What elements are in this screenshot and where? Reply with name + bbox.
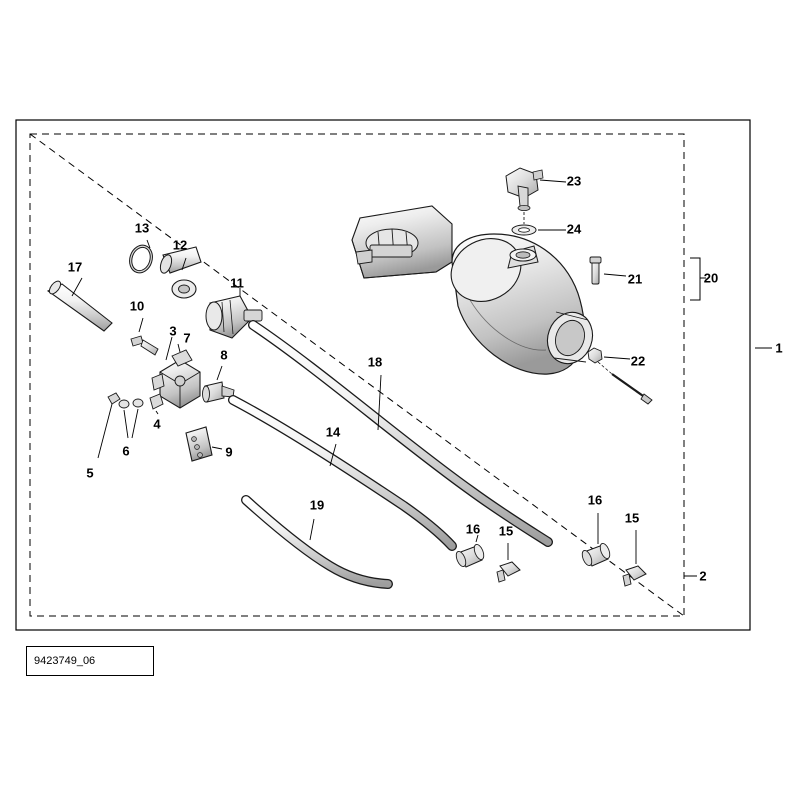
- callout-13: 13: [134, 220, 150, 236]
- callout-2: 2: [699, 568, 707, 584]
- callout-15-b: 15: [624, 510, 640, 526]
- callout-18: 18: [367, 354, 383, 370]
- callout-12: 12: [172, 237, 188, 253]
- callout-22: 22: [630, 353, 646, 369]
- canister-assembly: [352, 206, 600, 374]
- callout-16-a: 16: [465, 521, 481, 537]
- part-15-barb-a: [497, 543, 520, 582]
- part-10-screw: [131, 318, 158, 355]
- callout-8: 8: [220, 347, 228, 363]
- callout-10: 10: [129, 298, 145, 314]
- part-21-bolt: [590, 257, 626, 284]
- outer-frame: [16, 120, 750, 630]
- callout-6: 6: [122, 443, 130, 459]
- part-16-coupling-a: [454, 535, 485, 568]
- callout-7: 7: [183, 330, 191, 346]
- callout-17: 17: [67, 259, 83, 275]
- part-16-coupling-b: [580, 513, 611, 567]
- callout-5: 5: [86, 465, 94, 481]
- callout-14: 14: [325, 424, 341, 440]
- callout-4: 4: [153, 416, 161, 432]
- callout-1: 1: [775, 340, 783, 356]
- callout-19: 19: [309, 497, 325, 513]
- callout-20: 20: [703, 270, 719, 286]
- part-23-fitting: [506, 168, 543, 211]
- callout-15-a: 15: [498, 523, 514, 539]
- inner-dashed-frame: [30, 134, 684, 616]
- part-13-o-ring: [127, 240, 154, 274]
- callout-9: 9: [225, 444, 233, 460]
- callout-11: 11: [230, 275, 244, 291]
- part-24-washer: [512, 212, 566, 235]
- callout-16-b: 16: [587, 492, 603, 508]
- part-19-lower-hose: [246, 497, 388, 584]
- part-12-sleeve: [158, 247, 201, 298]
- part-8-nipple: [203, 366, 235, 402]
- callout-24: 24: [566, 221, 582, 237]
- part-17-hose-stub: [47, 278, 112, 331]
- part-14-mid-hose: [233, 400, 452, 546]
- part-code-label: 9423749_06: [34, 655, 96, 667]
- callout-23: 23: [566, 173, 582, 189]
- part-15-barb-b: [623, 530, 646, 586]
- callout-3: 3: [169, 323, 177, 339]
- part-9-perforated-strip: [186, 427, 222, 461]
- callout-21: 21: [627, 271, 643, 287]
- leader-23: [540, 180, 566, 182]
